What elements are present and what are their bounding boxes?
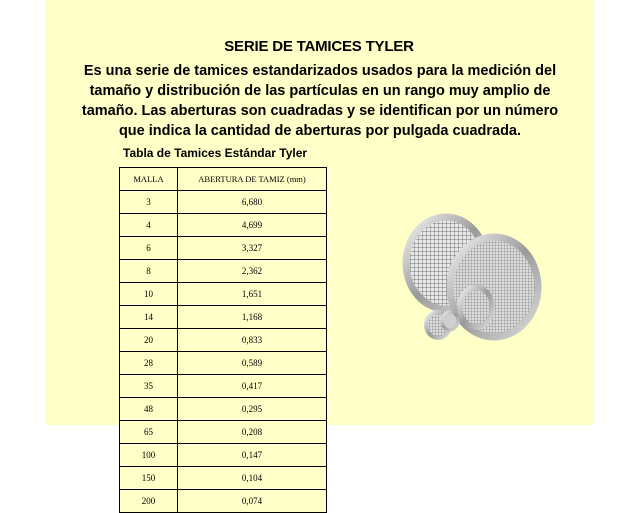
mesh-cell: 48 [120,398,178,421]
opening-cell: 0,589 [178,352,327,375]
opening-cell: 6,680 [178,191,327,214]
page-title: SERIE DE TAMICES TYLER [224,38,414,55]
intro-line: tamaño. Las aberturas son cuadradas y se identifican por un número [81,103,559,119]
opening-cell: 0,417 [178,375,327,398]
mesh-cell: 3 [120,191,178,214]
sieves-photo-icon [402,203,552,349]
table-row [120,421,327,444]
mesh-cell: 200 [120,490,178,513]
table-row [120,214,327,237]
mesh-cell: 35 [120,375,178,398]
opening-cell: 0,833 [178,329,327,352]
intro-line: Es una serie de tamices estandarizados usados para la medición del [83,63,557,79]
opening-cell: 0,208 [178,421,327,444]
table-row [120,329,327,352]
table-row [120,191,327,214]
opening-cell: 3,327 [178,237,327,260]
mesh-cell: 14 [120,306,178,329]
table-title: Tabla de Tamices Estándar Tyler [123,146,308,160]
table-row [120,398,327,421]
mesh-cell: 65 [120,421,178,444]
mesh-cell: 100 [120,444,178,467]
table-row [120,444,327,467]
header-opening: ABERTURA DE TAMIZ (mm) [178,168,327,191]
mesh-cell: 4 [120,214,178,237]
opening-cell: 1,651 [178,283,327,306]
opening-cell: 0,104 [178,467,327,490]
table-row [120,306,327,329]
mesh-cell: 150 [120,467,178,490]
table-row [120,237,327,260]
table-row [120,283,327,306]
table-row [120,467,327,490]
table-row [120,375,327,398]
table-header-row [120,168,327,191]
table-row [120,260,327,283]
sieve-table [119,167,327,513]
table-row [120,490,327,513]
header-mesh: MALLA [120,168,178,191]
opening-cell: 0,074 [178,490,327,513]
table-row [120,352,327,375]
intro-paragraph [70,61,570,141]
opening-cell: 4,699 [178,214,327,237]
mesh-cell: 10 [120,283,178,306]
opening-cell: 1,168 [178,306,327,329]
mesh-cell: 28 [120,352,178,375]
intro-line: que indica la cantidad de aberturas por pulgada cuadrada. [118,123,522,139]
opening-cell: 0,295 [178,398,327,421]
table-body [120,191,327,513]
mesh-cell: 8 [120,260,178,283]
intro-line: tamaño y distribución de las partículas en un rango muy amplio de [89,83,551,99]
opening-cell: 2,362 [178,260,327,283]
mesh-cell: 6 [120,237,178,260]
opening-cell: 0,147 [178,444,327,467]
mesh-cell: 20 [120,329,178,352]
